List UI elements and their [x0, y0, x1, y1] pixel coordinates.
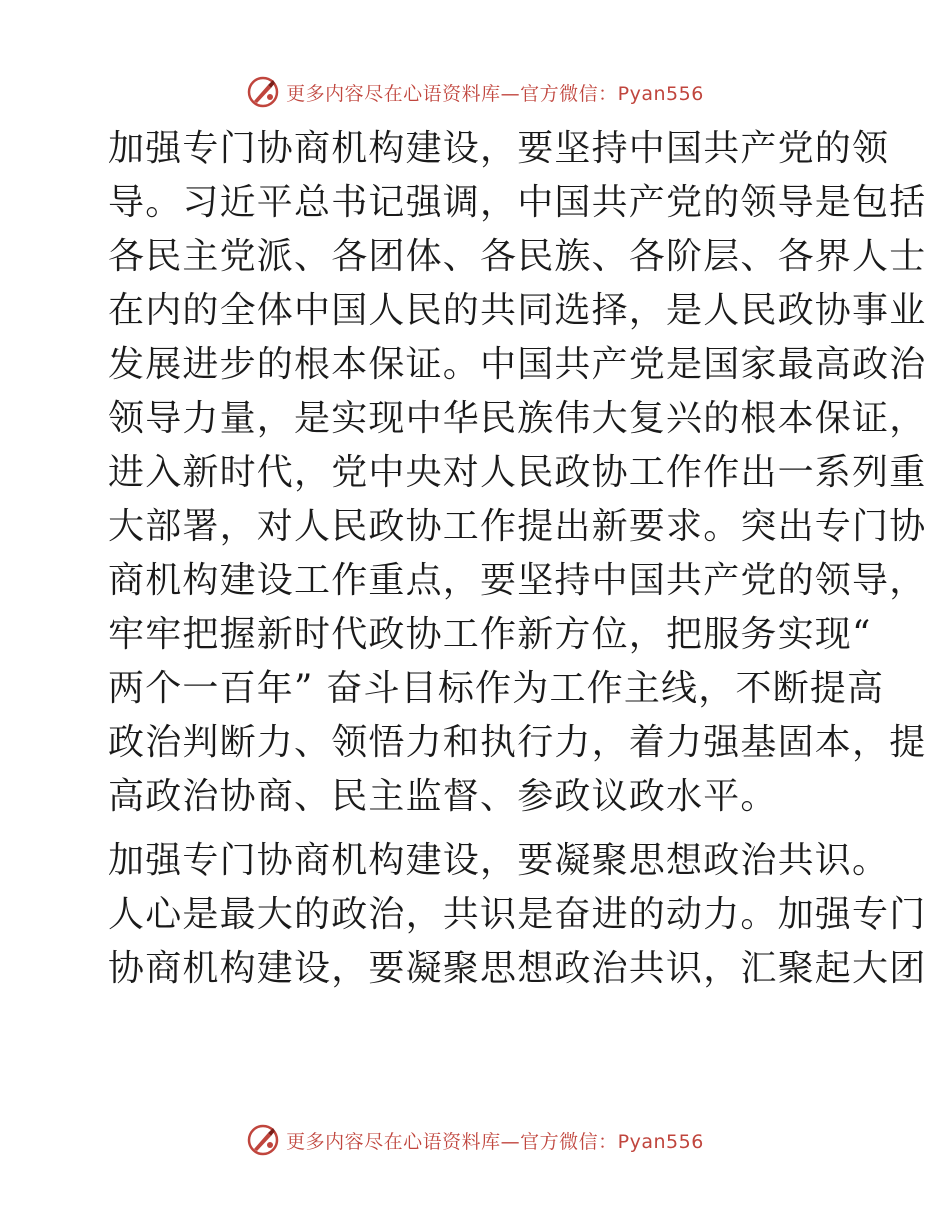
text-line: 人心是最大的政治，共识是奋进的动力。加强专门 — [108, 894, 927, 935]
text-line: 政治判断力、领悟力和执行力，着力强基固本，提 — [108, 722, 927, 763]
text-line: 协商机构建设，要凝聚思想政治共识，汇聚起大团 — [108, 948, 927, 989]
header-banner-text: 更多内容尽在心语资料库—官方微信：Pyan556 — [286, 82, 704, 105]
header-banner — [0, 72, 950, 112]
document-body — [98, 122, 927, 996]
text-line: 商机构建设工作重点，要坚持中国共产党的领导， — [108, 560, 927, 601]
paragraph-2 — [98, 834, 927, 996]
text-line: 导。习近平总书记强调，中国共产党的领导是包括 — [108, 182, 927, 223]
text-line: 发展进步的根本保证。中国共产党是国家最高政治 — [108, 344, 927, 385]
text-line: 牢牢把握新时代政协工作新方位，把服务实现“ — [108, 614, 872, 655]
pen-logo-icon — [246, 1123, 280, 1157]
text-line: 在内的全体中国人民的共同选择，是人民政协事业 — [108, 290, 927, 331]
text-line: 加强专门协商机构建设，要凝聚思想政治共识。 — [108, 840, 890, 881]
text-line: 进入新时代，党中央对人民政协工作作出一系列重 — [108, 452, 927, 493]
text-line: 高政治协商、民主监督、参政议政水平。 — [108, 776, 778, 817]
paragraph-1 — [98, 122, 927, 824]
text-line: 大部署，对人民政协工作提出新要求。突出专门协 — [108, 506, 927, 547]
text-line: 各民主党派、各团体、各民族、各阶层、各界人士 — [108, 236, 927, 277]
text-line: 加强专门协商机构建设，要坚持中国共产党的领 — [108, 128, 890, 169]
text-line: 领导力量，是实现中华民族伟大复兴的根本保证， — [108, 398, 927, 439]
pen-logo-icon — [246, 75, 280, 109]
text-line: 两个一百年” 奋斗目标作为工作主线，不断提高 — [108, 668, 885, 709]
footer-banner-text: 更多内容尽在心语资料库—官方微信：Pyan556 — [286, 1130, 704, 1153]
footer-banner — [0, 1120, 950, 1160]
